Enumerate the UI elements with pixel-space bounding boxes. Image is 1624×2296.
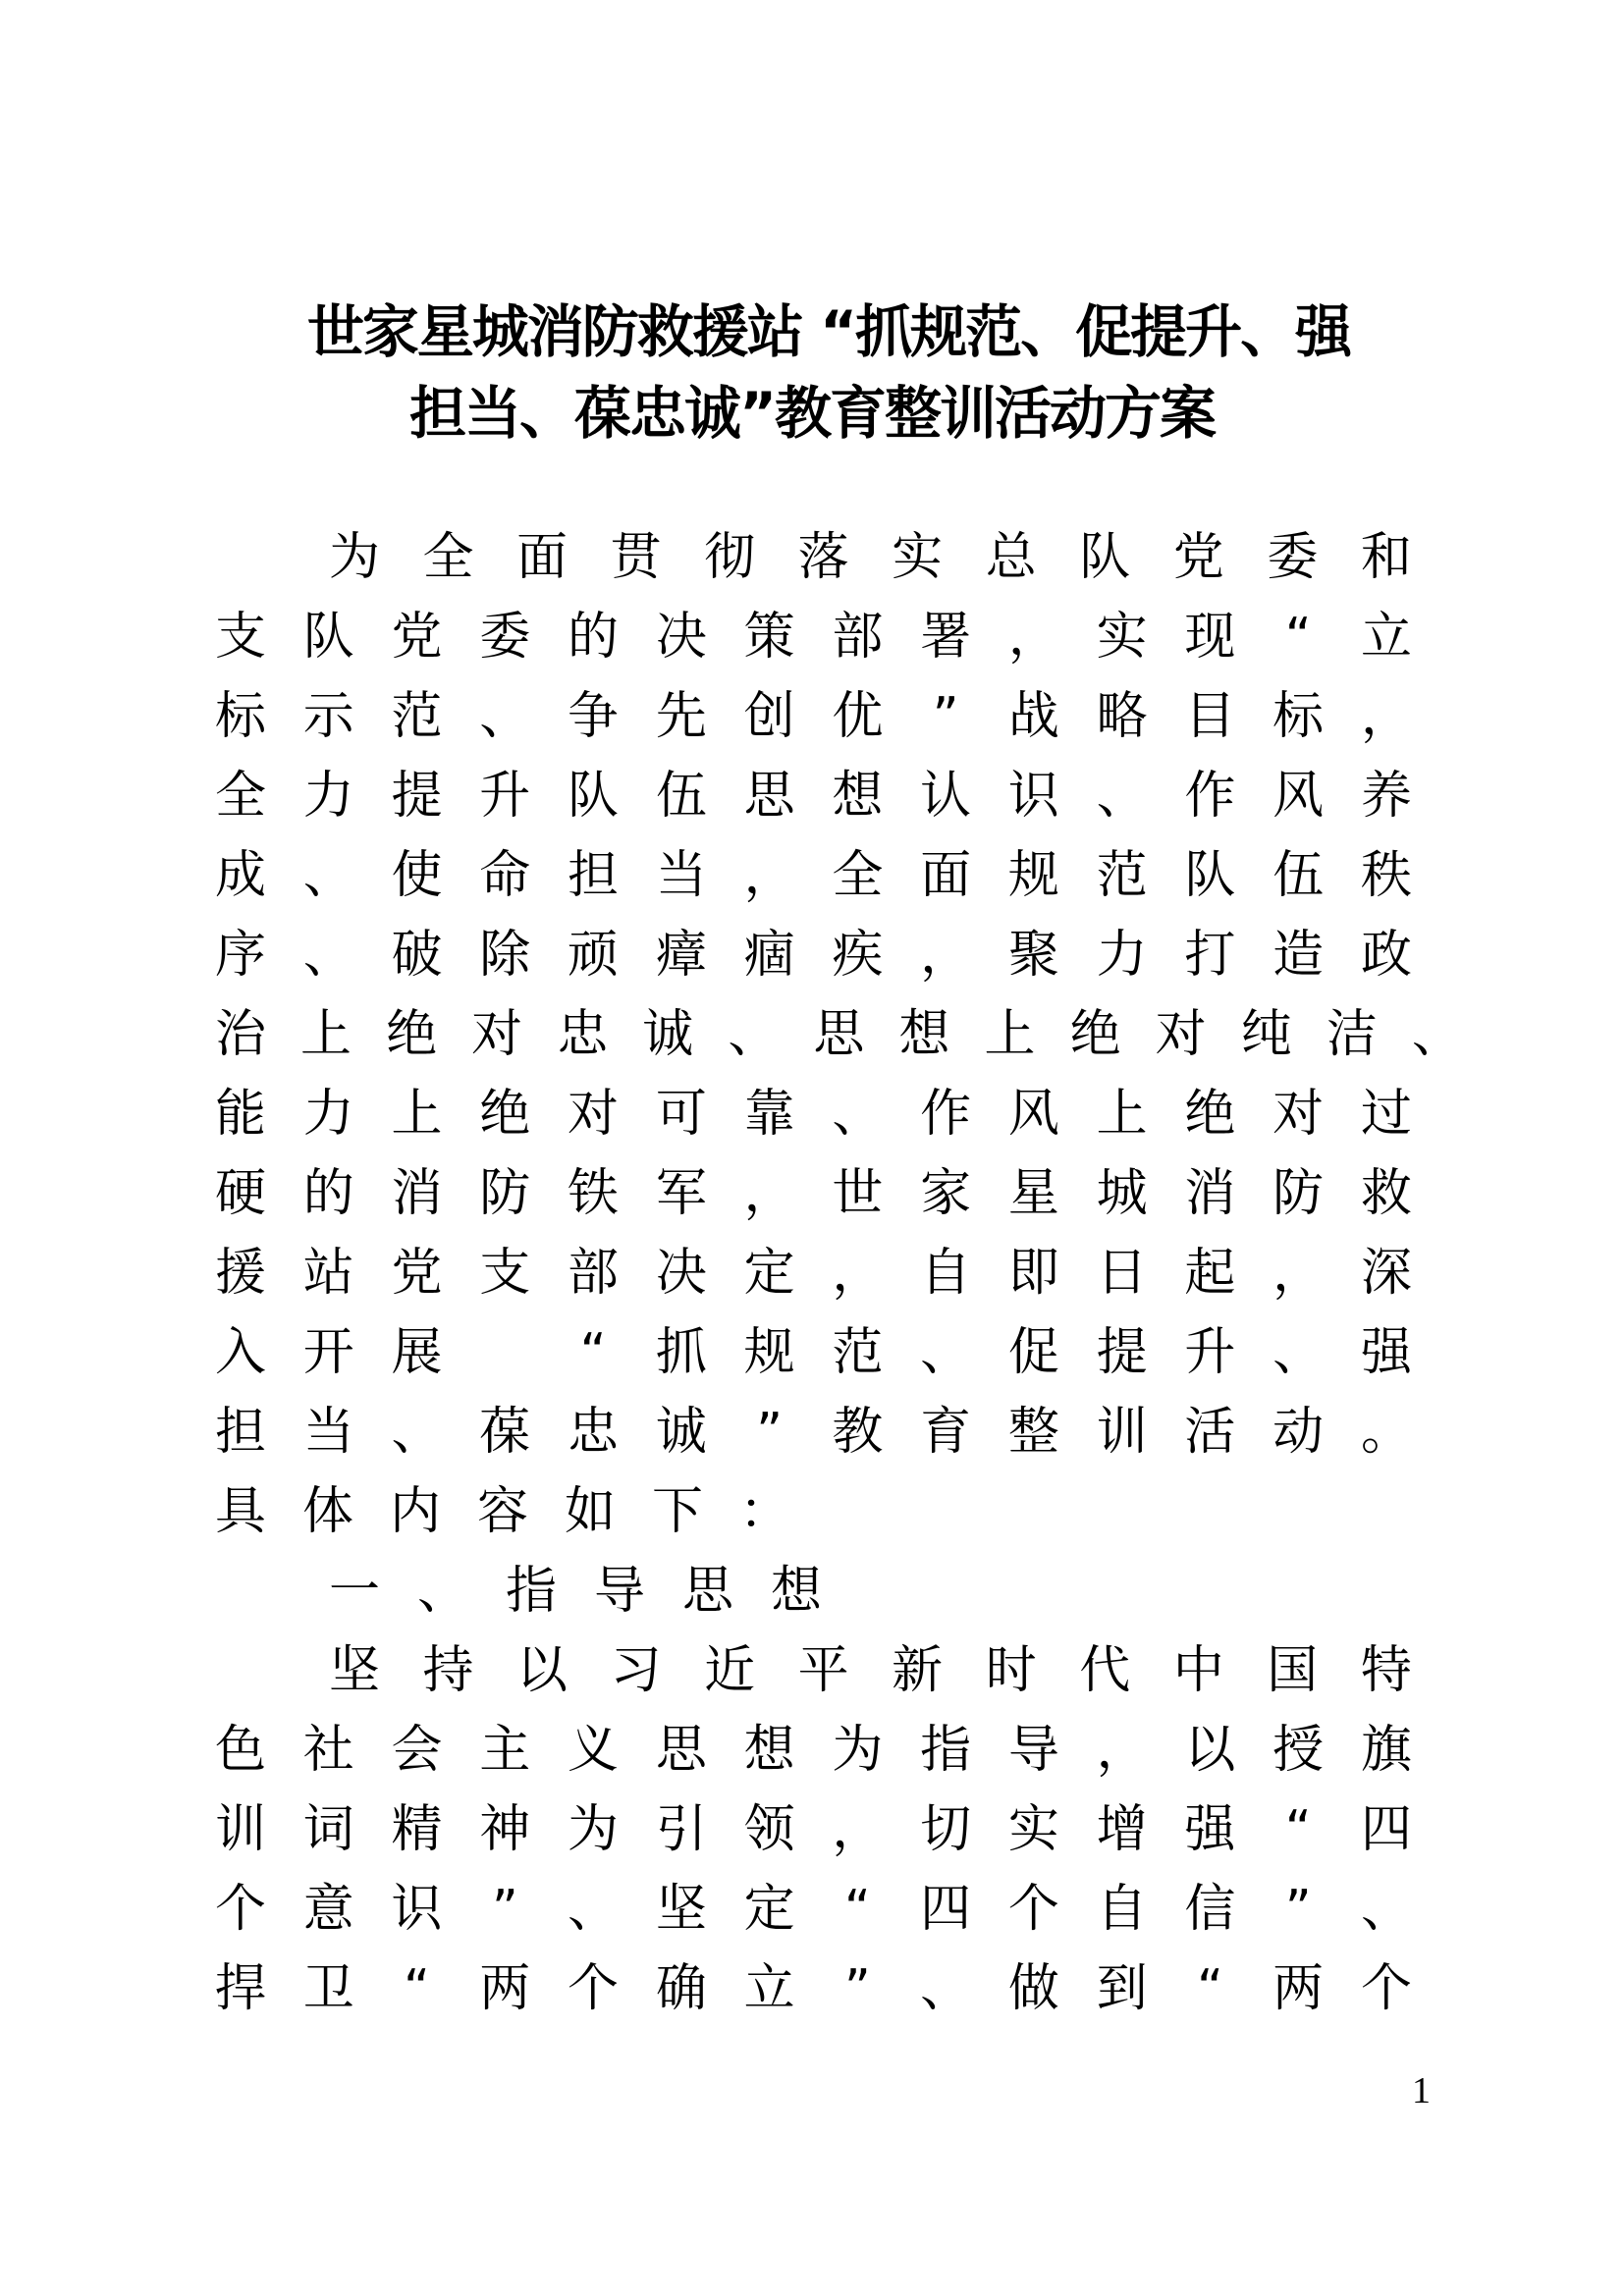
paragraph-line [213,1711,1414,1790]
char: 为 [832,1721,884,1780]
char: ， [920,926,972,985]
char: 铁 [568,1164,620,1223]
char: 贯 [610,528,662,587]
char: 、 [1096,767,1148,826]
char: 坚 [655,1880,707,1939]
char: 养 [1360,767,1412,826]
char: 时 [985,1641,1037,1700]
char: 绝 [1069,1005,1121,1064]
paragraph-line [213,1313,1414,1393]
char: 识 [391,1880,443,1939]
paragraph-line [213,1393,1414,1472]
char: “ [1284,1800,1312,1859]
char: 成 [214,846,266,905]
paragraph-line [213,598,1414,677]
char: 过 [1360,1085,1412,1144]
char: 思 [681,1562,733,1621]
paragraph-line [213,836,1414,916]
char: 精 [391,1800,443,1859]
char: 硬 [214,1164,266,1223]
char: 授 [1272,1721,1325,1780]
char: 四 [1360,1800,1412,1859]
char: 提 [391,767,443,826]
char: 洁 [1326,1005,1378,1064]
char: 想 [832,767,884,826]
char: ， [743,1164,795,1223]
char: 作 [1184,767,1236,826]
char: 队 [1079,528,1131,587]
char: 防 [1272,1164,1325,1223]
char: 规 [743,1323,795,1382]
char: 上 [1096,1085,1148,1144]
char: 自 [920,1244,972,1303]
char: 想 [770,1562,822,1621]
char: 活 [1184,1403,1236,1462]
char: 优 [832,687,884,746]
char: 下 [651,1482,703,1541]
char: ， [1096,1721,1148,1780]
char: 家 [920,1164,972,1223]
char: ， [1272,1244,1325,1303]
char: ， [832,1800,884,1859]
char: 思 [743,767,795,826]
char: 整 [1007,1403,1059,1462]
char: 争 [568,687,620,746]
char: 容 [476,1482,528,1541]
char: 破 [391,926,443,985]
char: ” [932,687,959,746]
char: 认 [920,767,972,826]
char: 担 [214,1403,266,1462]
char: 力 [302,1085,354,1144]
char: 忠 [557,1005,609,1064]
char: 思 [655,1721,707,1780]
char: 聚 [1007,926,1059,985]
char: 防 [479,1164,531,1223]
char: 、 [832,1085,884,1144]
char: 实 [1096,608,1148,667]
char: 瘴 [655,926,707,985]
document-title-line-1: 世家星城消防救援站 “抓规范、促提升、强 [306,298,1351,365]
char: 教 [832,1403,884,1462]
paragraph-line [213,757,1414,836]
char: 、 [391,1403,443,1462]
char: 捍 [214,1959,266,2018]
char: 的 [302,1164,354,1223]
char: 开 [302,1323,354,1382]
char: 支 [479,1244,531,1303]
char: 部 [568,1244,620,1303]
char: 即 [1007,1244,1059,1303]
char: 国 [1267,1641,1319,1700]
char: 个 [568,1959,620,2018]
char: 能 [214,1085,266,1144]
char: 到 [1096,1959,1148,2018]
char: 示 [302,687,354,746]
char: 担 [568,846,620,905]
char: 强 [1360,1323,1412,1382]
char: 疾 [832,926,884,985]
char: 做 [1007,1959,1059,2018]
paragraph-line [213,1154,1414,1234]
char: 队 [568,767,620,826]
char: 葆 [479,1403,531,1462]
char: 识 [1007,767,1059,826]
char: 战 [1007,687,1059,746]
char: 上 [391,1085,443,1144]
char: 卫 [302,1959,354,2018]
paragraph-line [213,1790,1414,1870]
char: 对 [1272,1085,1325,1144]
char: 平 [797,1641,849,1700]
paragraph-line [327,518,1414,598]
char: 强 [1184,1800,1236,1859]
char: 切 [920,1800,972,1859]
char: 绝 [386,1005,438,1064]
char: 力 [302,767,354,826]
char: 风 [1272,767,1325,826]
char: 、 [920,1323,972,1382]
char: 绝 [479,1085,531,1144]
char: 除 [479,926,531,985]
char: 领 [743,1800,795,1859]
char: 起 [1184,1244,1236,1303]
char: 神 [479,1800,531,1859]
char: 可 [655,1085,707,1144]
char: 个 [1360,1959,1412,2018]
char: 星 [1007,1164,1059,1223]
char: 决 [655,1244,707,1303]
char: 标 [1272,687,1325,746]
char: 定 [743,1880,795,1939]
char: 个 [214,1880,266,1939]
char: 创 [743,687,795,746]
char: 自 [1096,1880,1148,1939]
char: 抓 [655,1323,707,1382]
char: 旗 [1360,1721,1412,1780]
char: 救 [1360,1164,1412,1223]
char: 确 [655,1959,707,2018]
char: 现 [1184,608,1236,667]
char: 育 [920,1403,972,1462]
char: 会 [391,1721,443,1780]
char: 、 [1411,1005,1463,1064]
char: 内 [389,1482,441,1541]
char: 全 [832,846,884,905]
char: 实 [892,528,944,587]
page-number: 1 [1412,2070,1431,2111]
char: 社 [302,1721,354,1780]
char: 持 [422,1641,474,1700]
char: 党 [1172,528,1224,587]
char: 一 [328,1562,380,1621]
char: 委 [1267,528,1319,587]
char: 。 [1360,1403,1412,1462]
char: 、 [1272,1323,1325,1382]
char: 援 [214,1244,266,1303]
char: 消 [1184,1164,1236,1223]
paragraph-line [213,677,1414,757]
char: 命 [479,846,531,905]
char: 增 [1096,1800,1148,1859]
char: 队 [302,608,354,667]
char: 序 [214,926,266,985]
char: 立 [743,1959,795,2018]
char: 升 [1184,1323,1236,1382]
char: ” [491,1880,518,1939]
paragraph-line [213,1234,1414,1313]
char: 诚 [655,1403,707,1462]
char: 对 [471,1005,523,1064]
char: 支 [214,608,266,667]
char: 动 [1272,1403,1325,1462]
char: 军 [655,1164,707,1223]
char: 站 [302,1244,354,1303]
char: 忠 [568,1403,620,1462]
char: 痼 [743,926,795,985]
char: “ [1196,1959,1223,2018]
char: 习 [610,1641,662,1700]
char: 、 [479,687,531,746]
paragraph-line [213,1870,1414,1949]
paragraph-line [213,1949,1414,2029]
char: 思 [813,1005,865,1064]
char: 、 [416,1562,468,1621]
char: 信 [1184,1880,1236,1939]
paragraph-line [213,916,1414,995]
char: 世 [832,1164,884,1223]
char: 策 [743,608,795,667]
char: 面 [516,528,568,587]
char: ， [1007,608,1059,667]
char: 促 [1007,1323,1059,1382]
char: 以 [1184,1721,1236,1780]
char: 上 [984,1005,1036,1064]
char: 日 [1096,1244,1148,1303]
char: 如 [564,1482,616,1541]
char: ， [832,1244,884,1303]
char: 导 [1007,1721,1059,1780]
char: 提 [1096,1323,1148,1382]
char: 近 [704,1641,756,1700]
paragraph-line [213,1075,1414,1154]
char: 规 [1007,846,1059,905]
char: 总 [985,528,1037,587]
char: 伍 [1272,846,1325,905]
char: 对 [568,1085,620,1144]
char: 义 [568,1721,620,1780]
char: 落 [797,528,849,587]
char: 全 [422,528,474,587]
char: 上 [300,1005,352,1064]
char: 目 [1184,687,1236,746]
char: 作 [920,1085,972,1144]
char: 伍 [655,767,707,826]
char: 、 [302,846,354,905]
char: 实 [1007,1800,1059,1859]
char: 训 [214,1800,266,1859]
char: 当 [302,1403,354,1462]
char: 坚 [328,1641,380,1700]
char: 主 [479,1721,531,1780]
char: 顽 [568,926,620,985]
char: 两 [1272,1959,1325,2018]
char: 治 [214,1005,266,1064]
char: ” [756,1403,784,1462]
char: 词 [302,1800,354,1859]
char: 范 [391,687,443,746]
char: “ [404,1959,430,2018]
char: 全 [214,767,266,826]
char: 、 [302,926,354,985]
char: 入 [214,1323,266,1382]
char: 指 [505,1562,557,1621]
section-heading [327,1552,1528,1631]
char: 诚 [642,1005,694,1064]
paragraph-line [213,995,1465,1075]
char: 力 [1096,926,1148,985]
char: 署 [920,608,972,667]
char: 秩 [1360,846,1412,905]
char: ： [738,1482,790,1541]
char: 风 [1007,1085,1059,1144]
char: 、 [1360,1880,1412,1939]
char: 对 [1155,1005,1207,1064]
char: 部 [832,608,884,667]
char: 体 [301,1482,353,1541]
char: 展 [391,1323,443,1382]
char: 决 [655,608,707,667]
char: 想 [743,1721,795,1780]
char: 先 [655,687,707,746]
char: 、 [568,1880,620,1939]
char: 略 [1096,687,1148,746]
char: 升 [479,767,531,826]
char: 绝 [1184,1085,1236,1144]
char: 使 [391,846,443,905]
char: ” [1284,1880,1312,1939]
char: 中 [1172,1641,1224,1700]
char: 具 [214,1482,266,1541]
char: 队 [1184,846,1236,905]
char: 意 [302,1880,354,1939]
char: 靠 [743,1085,795,1144]
char: 为 [328,528,380,587]
char: “ [1284,608,1312,667]
char: 代 [1079,1641,1131,1700]
char: 标 [214,687,266,746]
char: 立 [1360,608,1412,667]
char: 深 [1360,1244,1412,1303]
char: 当 [655,846,707,905]
char: 两 [479,1959,531,2018]
char: 定 [743,1244,795,1303]
char: “ [843,1880,871,1939]
char: 特 [1360,1641,1412,1700]
char: 个 [1007,1880,1059,1939]
char: 面 [920,846,972,905]
char: 指 [920,1721,972,1780]
char: 消 [391,1164,443,1223]
char: 四 [920,1880,972,1939]
char: 打 [1184,926,1236,985]
paragraph-line [327,1631,1414,1711]
char: 、 [728,1005,780,1064]
char: 导 [593,1562,645,1621]
char: 新 [892,1641,944,1700]
char: 纯 [1240,1005,1292,1064]
char [477,1313,532,1393]
paragraph-line [213,1472,1414,1552]
char: ， [743,846,795,905]
char: 、 [920,1959,972,2018]
char: 引 [655,1800,707,1859]
char: 党 [391,608,443,667]
char: 政 [1360,926,1412,985]
char: 想 [898,1005,950,1064]
char: 和 [1360,528,1412,587]
char: ” [843,1959,871,2018]
char: 彻 [704,528,756,587]
char: “ [579,1323,607,1382]
char: 委 [479,608,531,667]
char: 训 [1096,1403,1148,1462]
char: 党 [391,1244,443,1303]
document-title-line-2: 担当、葆忠诚”教育整训活动方案 [408,380,1216,447]
char: 造 [1272,926,1325,985]
char: 范 [1096,846,1148,905]
char: 的 [568,608,620,667]
char: 范 [832,1323,884,1382]
char: ， [1360,687,1412,746]
char: 为 [568,1800,620,1859]
char: 色 [214,1721,266,1780]
char: 城 [1096,1164,1148,1223]
char: 以 [516,1641,568,1700]
